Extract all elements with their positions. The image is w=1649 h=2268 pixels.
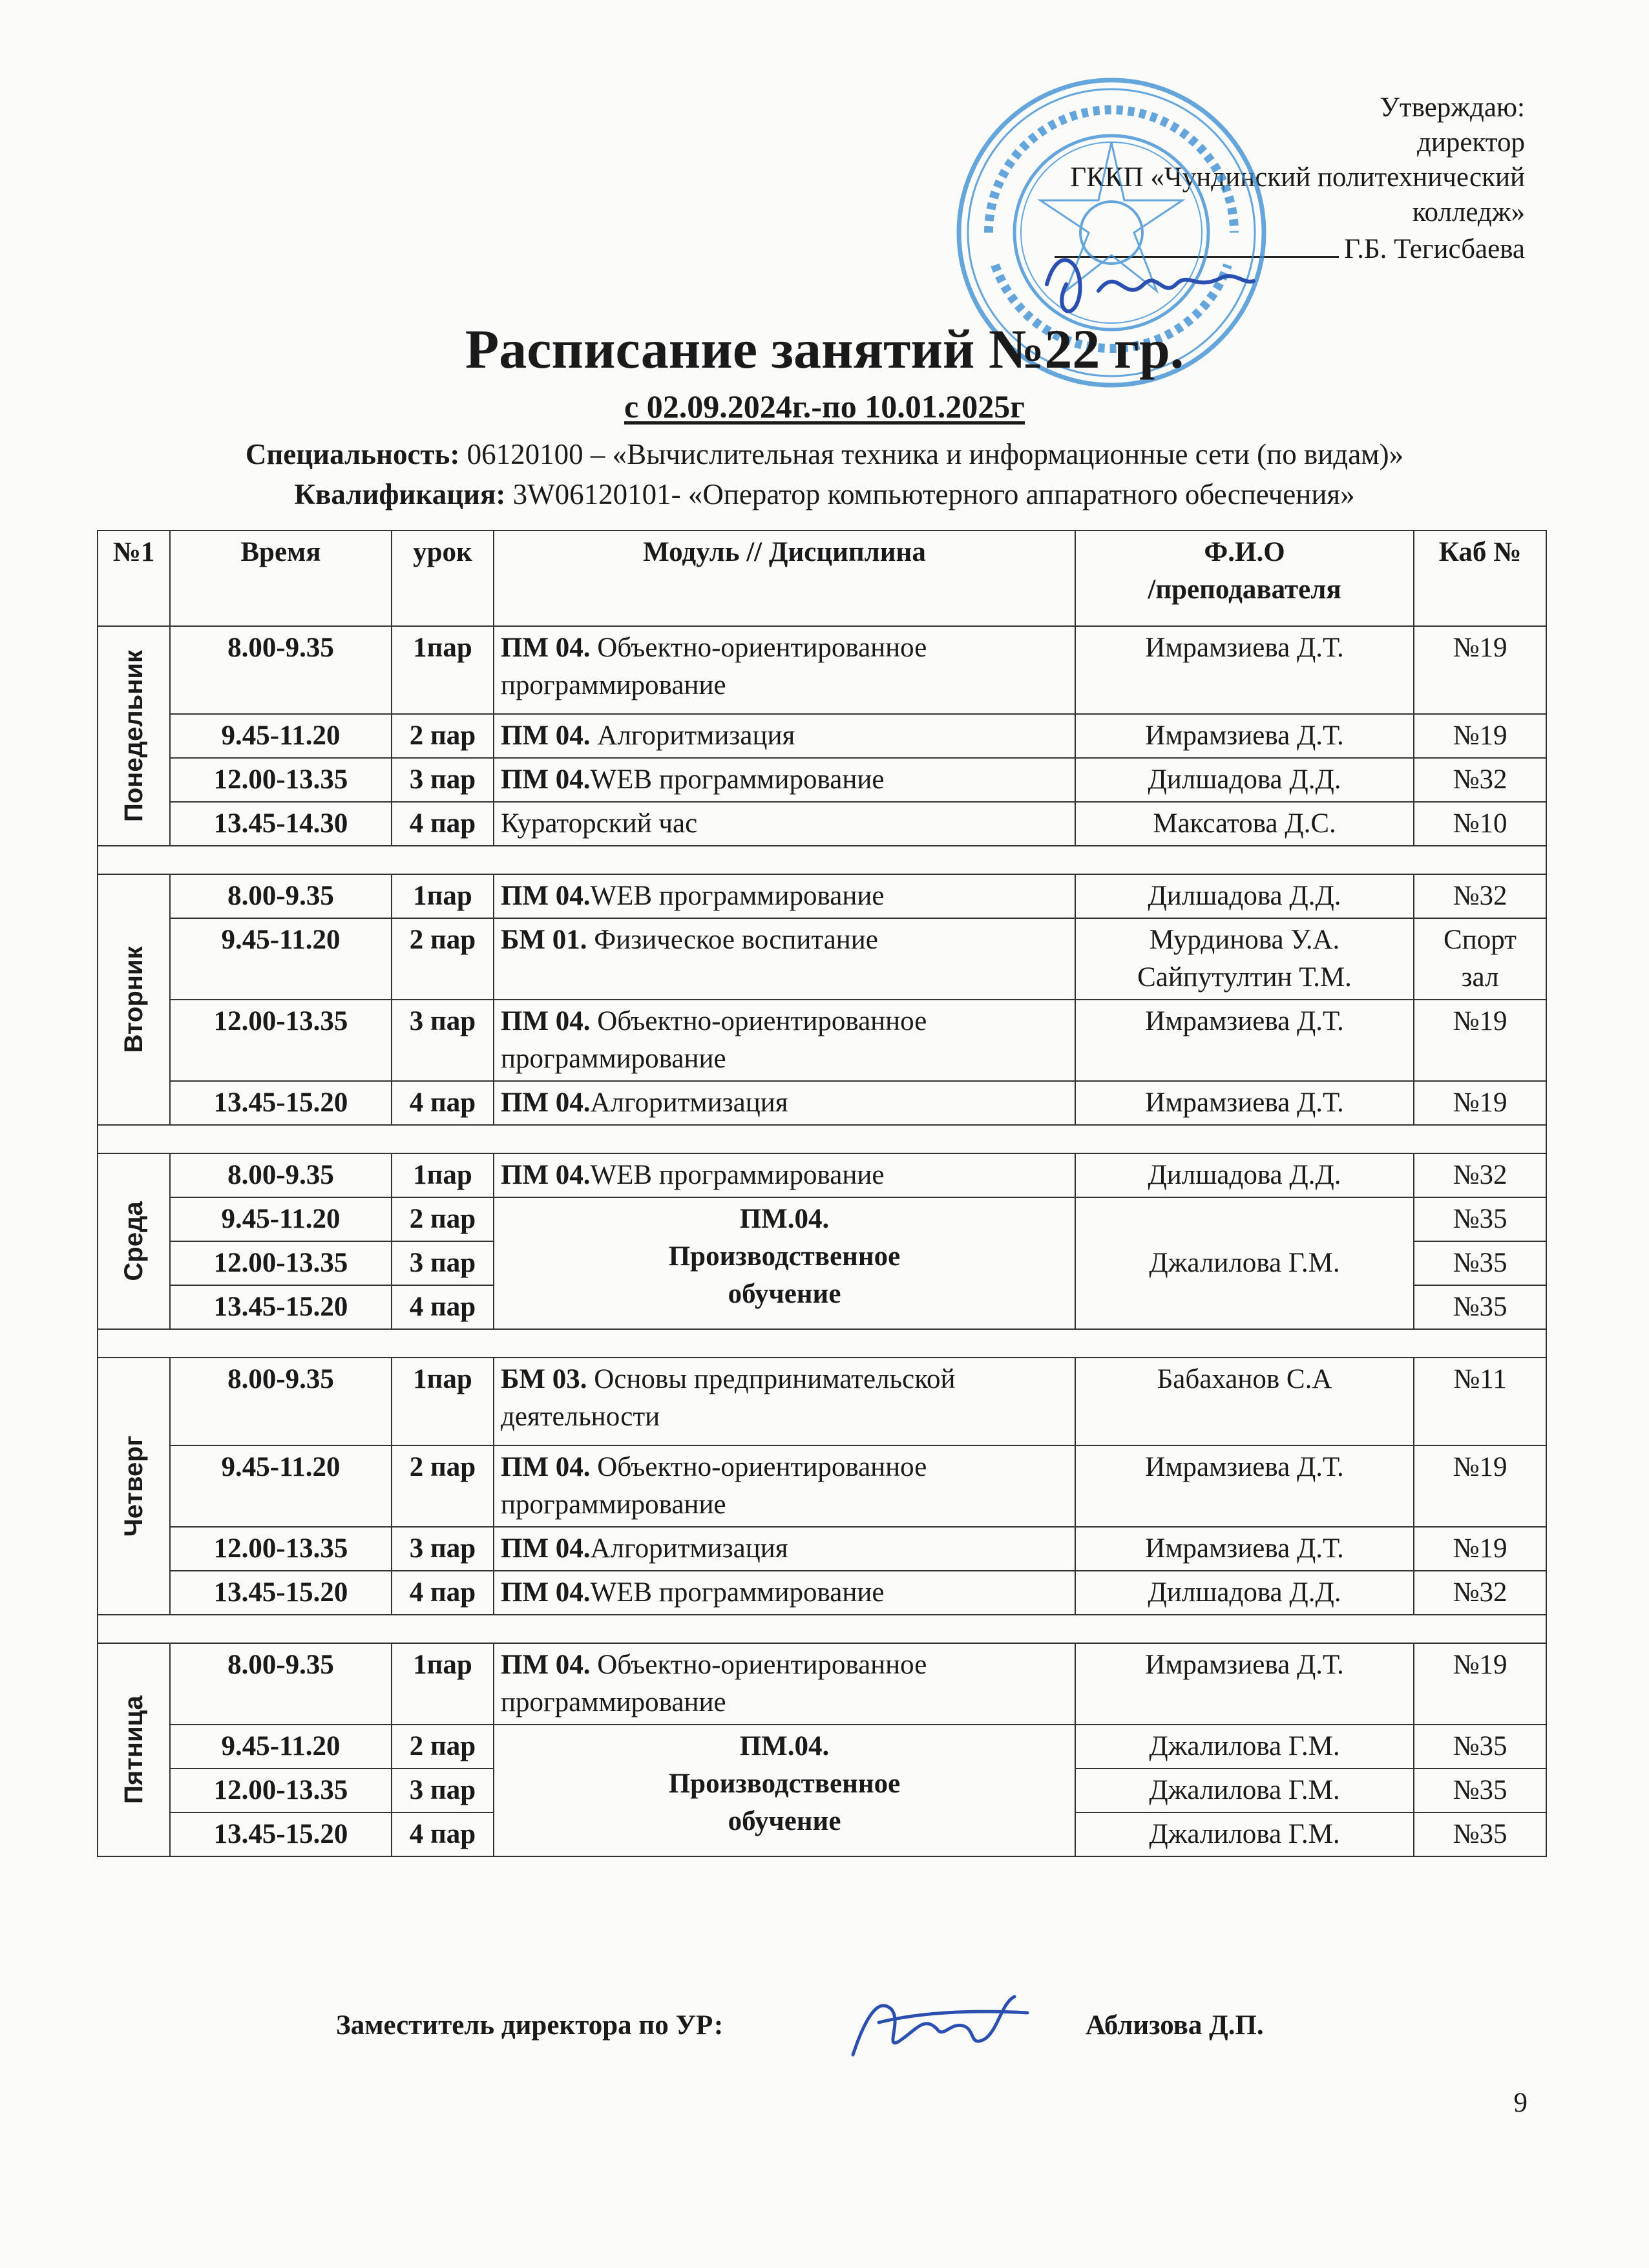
lesson-cell: 4 пар (392, 1812, 494, 1856)
time-cell: 9.45-11.20 (170, 1725, 392, 1769)
subject-cell: ПМ 04. Объектно-ориентированное программирование (494, 626, 1075, 714)
lesson-cell: 1пар (392, 626, 494, 714)
time-cell: 8.00-9.35 (170, 626, 392, 714)
room-cell: №10 (1414, 802, 1546, 846)
lesson-cell: 3 пар (392, 1527, 494, 1571)
room-cell: №35 (1414, 1285, 1546, 1329)
teacher-cell: Имрамзиева Д.Т. (1075, 1643, 1414, 1725)
time-cell: 13.45-14.30 (170, 802, 392, 846)
subject-cell: ПМ 04. Объектно-ориентированное программирование (494, 1000, 1075, 1081)
table-row (98, 802, 1546, 846)
approval-line-4: колледж» (1412, 197, 1525, 227)
room-cell: №11 (1414, 1358, 1546, 1445)
header-module: Модуль // Дисциплина (494, 530, 1075, 626)
table-row (98, 1000, 1546, 1081)
subject-cell: ПМ 04.Алгоритмизация (494, 1527, 1075, 1571)
subject-cell: ПМ 04.WEB программирование (494, 758, 1075, 802)
day-wednesday: Среда (98, 1153, 170, 1329)
time-cell: 12.00-13.35 (170, 1000, 392, 1081)
page-number: 9 (1513, 2088, 1528, 2118)
room-cell: Спорт зал (1414, 918, 1546, 1000)
lesson-cell: 2 пар (392, 714, 494, 758)
lesson-cell: 4 пар (392, 802, 494, 846)
room-cell: №19 (1414, 1000, 1546, 1081)
room-cell: №35 (1414, 1241, 1546, 1285)
subject-cell: БМ 01. Физическое воспитание (494, 918, 1075, 1000)
teacher-cell: Дилшадова Д.Д. (1075, 1153, 1414, 1197)
room-cell: №19 (1414, 1445, 1546, 1527)
director-name: Г.Б. Тегисбаева (1344, 234, 1525, 264)
time-cell: 12.00-13.35 (170, 1769, 392, 1812)
schedule-period: с 02.09.2024г.-по 10.01.2025г (624, 388, 1025, 425)
table-row (98, 1643, 1546, 1725)
room-cell: №19 (1414, 1527, 1546, 1571)
approval-line-2: директор (1416, 127, 1525, 158)
lesson-cell: 1пар (392, 1358, 494, 1445)
lesson-cell: 4 пар (392, 1285, 494, 1329)
teacher-cell: Имрамзиева Д.Т. (1075, 1527, 1414, 1571)
lesson-cell: 3 пар (392, 1241, 494, 1285)
time-cell: 9.45-11.20 (170, 918, 392, 1000)
time-cell: 12.00-13.35 (170, 1527, 392, 1571)
time-cell: 12.00-13.35 (170, 1241, 392, 1285)
table-row (98, 1725, 1546, 1769)
merged-teacher-cell: Джалилова Г.М. (1075, 1197, 1414, 1329)
table-row (98, 1445, 1546, 1527)
time-cell: 9.45-11.20 (170, 1445, 392, 1527)
subject-cell: ПМ 04. Объектно-ориентированное программирование (494, 1445, 1075, 1527)
time-cell: 13.45-15.20 (170, 1285, 392, 1329)
lesson-cell: 3 пар (392, 1769, 494, 1812)
lesson-cell: 1пар (392, 1153, 494, 1197)
time-cell: 13.45-15.20 (170, 1812, 392, 1856)
teacher-cell: Имрамзиева Д.Т. (1075, 1081, 1414, 1125)
teacher-cell: Имрамзиева Д.Т. (1075, 1445, 1414, 1527)
room-cell: №32 (1414, 874, 1546, 918)
teacher-cell: Дилшадова Д.Д. (1075, 874, 1414, 918)
header-teacher: Ф.И.О /преподавателя (1075, 530, 1414, 626)
specialty-line: Специальность: 06120100 – «Вычислительная техника и информационные сети (по видам)» (245, 438, 1404, 470)
time-cell: 9.45-11.20 (170, 1197, 392, 1241)
separator-row (98, 1615, 1546, 1643)
lesson-cell: 2 пар (392, 1197, 494, 1241)
room-cell: №35 (1414, 1197, 1546, 1241)
subject-cell: ПМ 04.WEB программирование (494, 1153, 1075, 1197)
table-row (98, 918, 1546, 1000)
room-cell: №35 (1414, 1812, 1546, 1856)
day-friday: Пятница (98, 1643, 170, 1856)
teacher-cell: Мурдинова У.А. Сайпутултин Т.М. (1075, 918, 1414, 1000)
header-room: Каб № (1414, 530, 1546, 626)
time-cell: 13.45-15.20 (170, 1571, 392, 1615)
room-cell: №32 (1414, 1153, 1546, 1197)
header-num: №1 (98, 530, 170, 626)
separator-row (98, 1125, 1546, 1153)
lesson-cell: 2 пар (392, 918, 494, 1000)
teacher-cell: Дилшадова Д.Д. (1075, 1571, 1414, 1615)
day-thursday: Четверг (98, 1358, 170, 1615)
header-time: Время (170, 530, 392, 626)
table-row (98, 1197, 1546, 1241)
specialty-block (90, 434, 1559, 514)
merged-subject-cell: ПМ.04. Производственное обучение (494, 1725, 1075, 1856)
teacher-cell: Имрамзиева Д.Т. (1075, 714, 1414, 758)
deputy-signature-icon (840, 1977, 1034, 2074)
subject-cell: ПМ 04. Алгоритмизация (494, 714, 1075, 758)
table-row (98, 714, 1546, 758)
room-cell: №19 (1414, 626, 1546, 714)
table-row (98, 874, 1546, 918)
table-row (98, 1081, 1546, 1125)
teacher-cell: Имрамзиева Д.Т. (1075, 626, 1414, 714)
table-header-row (98, 530, 1546, 626)
teacher-cell: Джалилова Г.М. (1075, 1812, 1414, 1856)
time-cell: 13.45-15.20 (170, 1081, 392, 1125)
room-cell: №32 (1414, 1571, 1546, 1615)
lesson-cell: 4 пар (392, 1081, 494, 1125)
table-row (98, 1153, 1546, 1197)
header-lesson: урок (392, 530, 494, 626)
subject-cell: ПМ 04.Алгоритмизация (494, 1081, 1075, 1125)
lesson-cell: 3 пар (392, 1000, 494, 1081)
schedule-table (97, 530, 1547, 1857)
teacher-cell: Джалилова Г.М. (1075, 1769, 1414, 1812)
time-cell: 8.00-9.35 (170, 1358, 392, 1445)
approval-line-3: ГККП «Чундинский политехнический (1070, 162, 1525, 193)
time-cell: 12.00-13.35 (170, 758, 392, 802)
subject-cell: Кураторский час (494, 802, 1075, 846)
room-cell: №32 (1414, 758, 1546, 802)
teacher-cell: Дилшадова Д.Д. (1075, 758, 1414, 802)
teacher-cell: Максатова Д.С. (1075, 802, 1414, 846)
subject-cell: БМ 03. Основы предпринимательской деятельности (494, 1358, 1075, 1445)
separator-row (98, 1329, 1546, 1358)
lesson-cell: 2 пар (392, 1445, 494, 1527)
subject-cell: ПМ 04. Объектно-ориентированное программирование (494, 1643, 1075, 1725)
day-monday: Понедельник (98, 626, 170, 846)
lesson-cell: 3 пар (392, 758, 494, 802)
time-cell: 9.45-11.20 (170, 714, 392, 758)
approval-line-1: Утверждаю: (1380, 92, 1525, 123)
table-row (98, 1571, 1546, 1615)
time-cell: 8.00-9.35 (170, 1643, 392, 1725)
teacher-cell: Имрамзиева Д.Т. (1075, 1000, 1414, 1081)
table-row (98, 626, 1546, 714)
qualification-line: Квалификация: 3W06120101- «Оператор компьютерного аппаратного обеспечения» (294, 478, 1355, 510)
time-cell: 8.00-9.35 (170, 1153, 392, 1197)
teacher-cell: Джалилова Г.М. (1075, 1725, 1414, 1769)
table-row (98, 1527, 1546, 1571)
lesson-cell: 1пар (392, 874, 494, 918)
deputy-label: Заместитель директора по УР: (336, 2010, 724, 2041)
day-tuesday: Вторник (98, 874, 170, 1125)
page-title: Расписание занятий №22 гр. (465, 318, 1184, 380)
subject-cell: ПМ 04.WEB программирование (494, 1571, 1075, 1615)
separator-row (98, 846, 1546, 874)
lesson-cell: 4 пар (392, 1571, 494, 1615)
room-cell: №35 (1414, 1725, 1546, 1769)
room-cell: №19 (1414, 1081, 1546, 1125)
deputy-name: Аблизова Д.П. (1086, 2010, 1264, 2041)
subject-cell: ПМ 04.WEB программирование (494, 874, 1075, 918)
lesson-cell: 1пар (392, 1643, 494, 1725)
table-row (98, 1358, 1546, 1445)
room-cell: №19 (1414, 714, 1546, 758)
room-cell: №19 (1414, 1643, 1546, 1725)
table-row (98, 758, 1546, 802)
time-cell: 8.00-9.35 (170, 874, 392, 918)
merged-subject-cell: ПМ.04. Производственное обучение (494, 1197, 1075, 1329)
room-cell: №35 (1414, 1769, 1546, 1812)
lesson-cell: 2 пар (392, 1725, 494, 1769)
teacher-cell: Бабаханов С.А (1075, 1358, 1414, 1445)
